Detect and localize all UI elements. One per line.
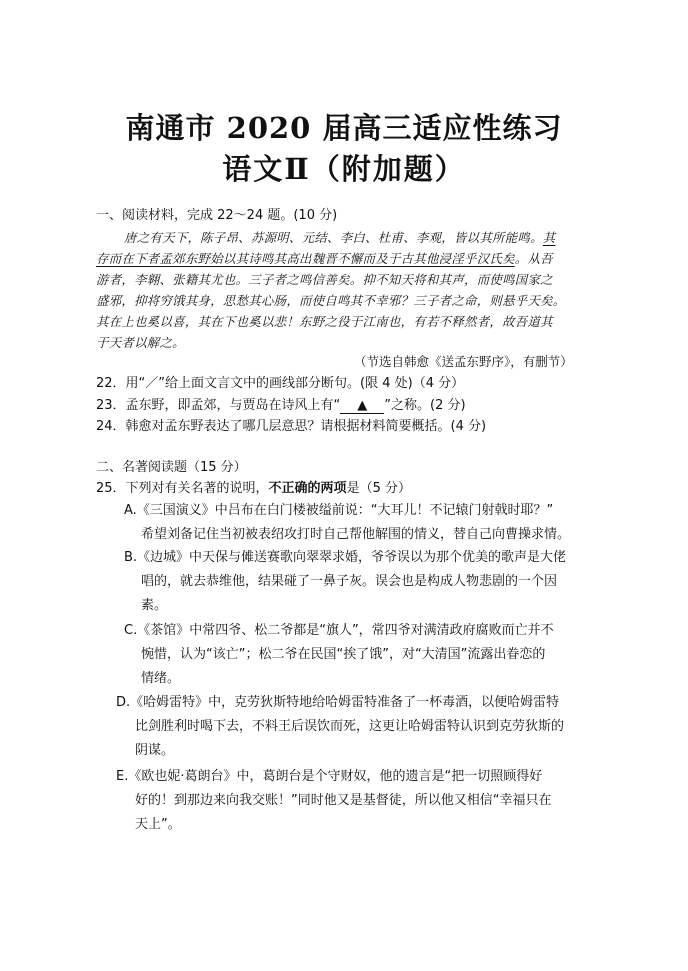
underlined-passage: 存而在下者孟郊东野始以其诗鸣其高出魏晋不懈而及于古其他浸淫乎汉氏矣 [96, 251, 515, 266]
option-c-line-2: 惋惜，认为“该亡”；松二爷在民国“挨了饿”，对“大清国”流露出眷恋的 [141, 647, 546, 662]
option-a-line-2: 希望刘备记住当初被表绍攻打时自己帮他解围的情义，替自己向曹操求情。 [141, 527, 571, 542]
passage-line-5: 其在上也奚以喜，其在下也奚以悲！东野之役于江南也，有若不释然者，故吾道其 [96, 314, 553, 329]
passage-source: （节选自韩愈《送孟东野序》，有删节） [354, 354, 573, 369]
option-b-line-2: 唱的，就去恭维他，结果碰了一鼻子灰。误会也是构成人物悲剧的一个因 [141, 574, 558, 589]
option-b-line-3: 素。 [141, 598, 168, 613]
passage-line-1: 唐之有天下，陈子昂、苏源明、元结、李白、杜甫、李观，皆以其所能鸣。其 [124, 230, 556, 245]
question-23: 23．孟东野，即孟郊，与贾岛在诗风上有“ ▲ ”之称。(2 分) [96, 398, 466, 413]
emphasis-text: 不正确的两项 [268, 481, 347, 496]
option-b-line-1: B.《边城》中天保与傩送赛歌向翠翠求婚，爷爷误以为那个优美的歌声是大佬 [124, 550, 567, 565]
section1-heading: 一、阅读材料，完成 22～24 题。(10 分) [96, 208, 338, 223]
option-d-line-1: D.《哈姆雷特》中，克劳狄斯特地给哈姆雷特准备了一杯毒酒，以便哈姆雷特 [116, 695, 560, 710]
passage-line-3: 游者，李翱、张籍其尤也。三子者之鸣信善矣。抑不知天将和其声，而使鸣国家之 [96, 272, 553, 287]
question-25: 25．下列对有关名著的说明，不正确的两项是（5 分） [96, 481, 411, 496]
page-title: 南通市 2020 届高三适应性练习 [125, 111, 563, 145]
passage-line-6: 于天者以解之。 [96, 335, 185, 350]
passage-line-4: 盛邪，抑将穷饿其身，思愁其心肠，而使自鸣其不幸邪？三子者之命，则悬乎天矣。 [96, 293, 566, 308]
option-c-line-1: C.《茶馆》中常四爷、松二爷都是“旗人”，常四爷对满清政府腐败而亡并不 [124, 623, 554, 638]
question-22: 22．用“／”给上面文言文中的画线部分断句。(限 4 处)（4 分） [96, 376, 465, 391]
option-e-line-3: 天上”。 [135, 817, 181, 832]
option-d-line-3: 阴谋。 [135, 743, 175, 758]
option-a-line-1: A.《三国演义》中吕布在白门楼被缢前说：“大耳儿！不记辕门射戟时耶？” [124, 503, 554, 518]
page-subtitle: 语文Ⅱ（附加题） [222, 152, 466, 186]
question-24: 24．韩愈对孟东野表达了哪几层意思？请根据材料简要概括。(4 分) [96, 419, 487, 434]
option-e-line-2: 好的！到那边来向我交账！”同时他又是基督徒，所以他又相信“幸福只在 [135, 793, 552, 808]
passage-line-2: 存而在下者孟郊东野始以其诗鸣其高出魏晋不懈而及于古其他浸淫乎汉氏矣。从吾 [96, 251, 553, 266]
answer-blank: ▲ [340, 399, 384, 414]
option-e-line-1: E.《欧也妮·葛朗台》中，葛朗台是个守财奴，他的遗言是“把一切照顾得好 [116, 769, 543, 784]
section2-heading: 二、名著阅读题（15 分） [96, 460, 247, 475]
option-c-line-3: 情绪。 [141, 671, 181, 686]
option-d-line-2: 比剑胜利时喝下去，不料王后误饮而死，这更让哈姆雷特认识到克劳狄斯的 [135, 719, 565, 734]
